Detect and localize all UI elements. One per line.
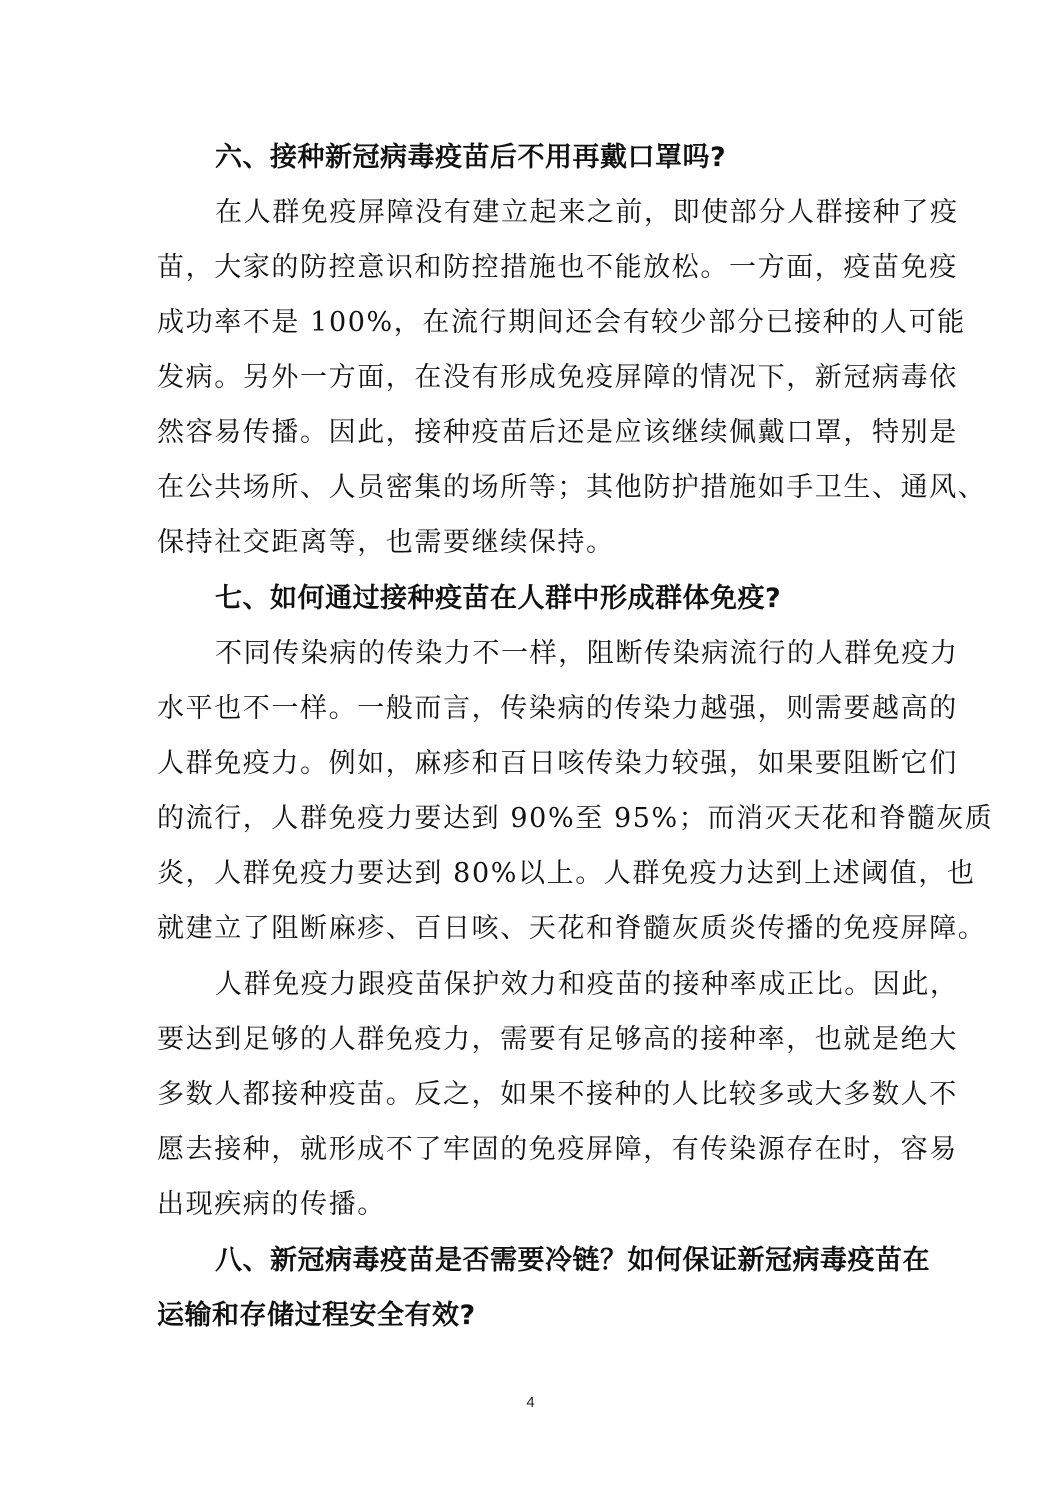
paragraph-line: 在公共场所、人员密集的场所等；其他防护措施如手卫生、通风、 — [157, 472, 987, 503]
paragraph-line: 发病。另外一方面，在没有形成免疫屏障的情况下，新冠病毒依 — [157, 362, 958, 393]
page-number: 4 — [526, 1394, 535, 1411]
section-heading-6: 六、接种新冠病毒疫苗后不用再戴口罩吗? — [215, 142, 727, 173]
paragraph-line: 要达到足够的人群免疫力，需要有足够高的接种率，也就是绝大 — [157, 1024, 958, 1055]
paragraph-line: 人群免疫力。例如，麻疹和百日咳传染力较强，如果要阻断它们 — [157, 748, 958, 779]
paragraph-line: 愿去接种，就形成不了牢固的免疫屏障，有传染源存在时，容易 — [157, 1134, 958, 1165]
paragraph-line: 人群免疫力跟疫苗保护效力和疫苗的接种率成正比。因此， — [215, 969, 959, 1000]
paragraph-line: 不同传染病的传染力不一样，阻断传染病流行的人群免疫力 — [215, 638, 959, 669]
paragraph-line: 然容易传播。因此，接种疫苗后还是应该继续佩戴口罩，特别是 — [157, 417, 958, 448]
paragraph-line: 炎，人群免疫力要达到 80%以上。人群免疫力达到上述阈值，也 — [157, 858, 976, 889]
section-heading-7: 七、如何通过接种疫苗在人群中形成群体免疫? — [215, 583, 782, 614]
paragraph-line: 出现疾病的传播。 — [157, 1189, 386, 1220]
paragraph-line: 苗，大家的防控意识和防控措施也不能放松。一方面，疫苗免疫 — [157, 252, 958, 283]
paragraph-line: 在人群免疫屏障没有建立起来之前，即使部分人群接种了疫 — [215, 197, 959, 228]
paragraph-line: 的流行，人群免疫力要达到 90%至 95%；而消灭天花和脊髓灰质 — [157, 803, 994, 834]
paragraph-line: 成功率不是 100%，在流行期间还会有较少部分已接种的人可能 — [157, 307, 966, 338]
paragraph-line: 水平也不一样。一般而言，传染病的传染力越强，则需要越高的 — [157, 693, 958, 724]
paragraph-line: 保持社交距离等，也需要继续保持。 — [157, 527, 615, 558]
section-heading-8: 八、新冠病毒疫苗是否需要冷链？如何保证新冠病毒疫苗在 — [215, 1245, 930, 1276]
paragraph-line: 就建立了阻断麻疹、百日咳、天花和脊髓灰质炎传播的免疫屏障。 — [157, 913, 987, 944]
paragraph-line: 多数人都接种疫苗。反之，如果不接种的人比较多或大多数人不 — [157, 1079, 958, 1110]
section-heading-8-continued: 运输和存储过程安全有效? — [157, 1300, 476, 1331]
